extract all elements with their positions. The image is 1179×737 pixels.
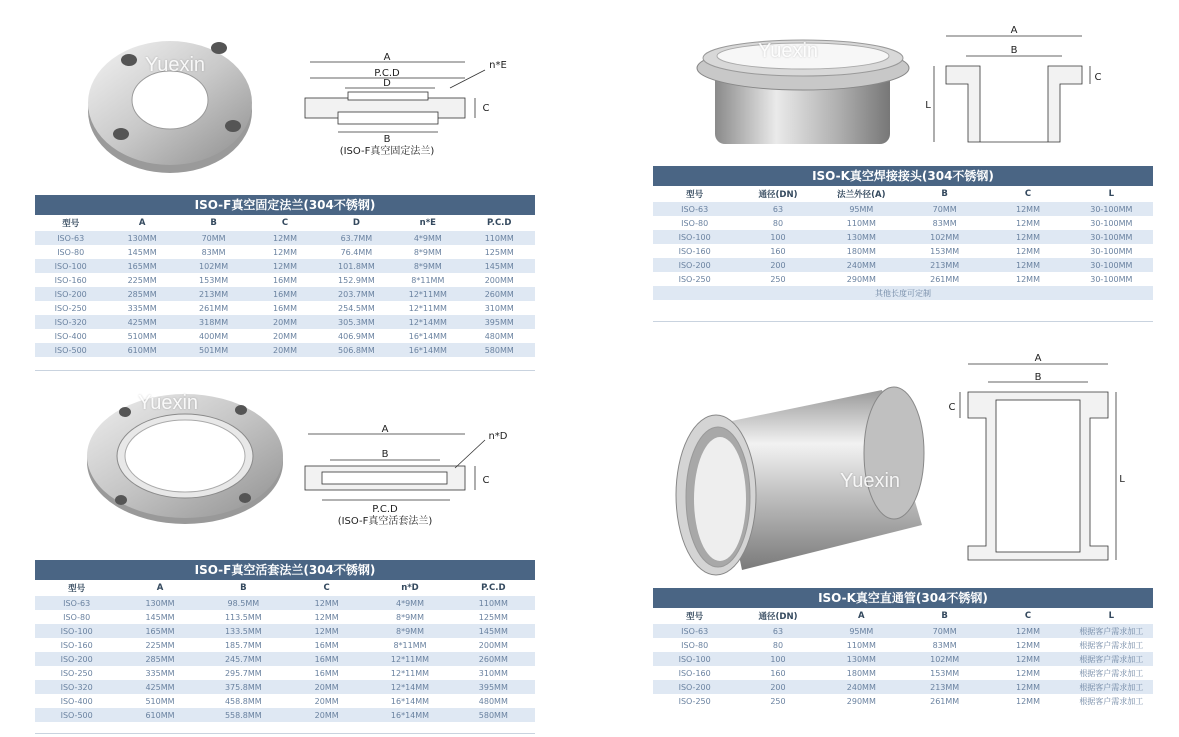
table-cell: 145MM (464, 259, 535, 273)
col-header: 通径(DN) (758, 190, 798, 200)
table-cell: 130MM (106, 231, 177, 245)
table-row (35, 652, 535, 666)
table-cell: 12MM (285, 624, 368, 638)
table-cell: 12MM (249, 231, 320, 245)
watermark-text: Yuexin (138, 392, 199, 414)
table-cell: 16*14MM (368, 708, 451, 722)
col-header: P.C.D (481, 583, 506, 593)
table-cell: 16MM (285, 652, 368, 666)
table-cell: 95MM (820, 202, 903, 216)
table-cell: 160 (770, 668, 786, 678)
table-cell: 250 (770, 696, 786, 706)
table-cell: 130MM (820, 652, 903, 666)
table-cell: 12MM (1015, 696, 1040, 706)
table-cell: 63 (736, 202, 819, 216)
col-header: C (281, 218, 289, 228)
dim-pcd-label: P.C.D (372, 504, 398, 515)
table-cell: 12MM (986, 258, 1069, 272)
section-divider (35, 733, 535, 734)
col-header: B (941, 611, 948, 621)
table-cell: 261MM (930, 696, 960, 706)
table-row (653, 258, 1153, 272)
table-cell: ISO-320 (35, 315, 106, 329)
table-row (35, 666, 535, 680)
table-cell: ISO-250 (60, 668, 93, 678)
table-cell: 240MM (820, 680, 903, 694)
table-cell: 16MM (272, 275, 297, 285)
dim-b-label: B (383, 134, 391, 145)
col-header: n*D (401, 583, 419, 593)
table-cell: 12MM (314, 612, 339, 622)
table-cell: 95MM (820, 624, 903, 638)
col-header: 型号 (686, 612, 704, 622)
section-divider (35, 370, 535, 371)
table-body (35, 231, 535, 357)
col-header: D (352, 218, 360, 228)
table-cell: 12MM (986, 230, 1069, 244)
diagram-caption: (ISO-F真空固定法兰) (339, 146, 435, 157)
table-cell: 580MM (452, 708, 535, 722)
table-cell: 130MM (118, 596, 201, 610)
table-cell: 260MM (452, 652, 535, 666)
table-cell: 261MM (199, 303, 229, 313)
table-cell: 70MM (178, 231, 249, 245)
table-header-row (653, 608, 1153, 624)
table-cell: 425MM (106, 315, 177, 329)
dim-ne-label: n*E (489, 60, 507, 71)
table-cell: 285MM (106, 287, 177, 301)
table-cell: 213MM (903, 680, 986, 694)
col-header: A (156, 583, 164, 593)
table-cell: 558.8MM (202, 708, 285, 722)
table-cell: 8*9MM (413, 247, 442, 257)
table-cell: 610MM (118, 708, 201, 722)
iso-f-loose-title: ISO-F真空活套法兰(304不锈钢) (35, 560, 535, 580)
iso-k-weld-table (653, 186, 1153, 300)
table-cell: ISO-250 (678, 696, 711, 706)
table-cell: 110MM (452, 596, 535, 610)
table-cell: 根据客户需求加工 (1070, 652, 1153, 666)
watermark-text: Yuexin (758, 40, 819, 62)
table-cell: 375.8MM (202, 680, 285, 694)
table-row (35, 680, 535, 694)
dim-c-label: C (948, 402, 956, 413)
table-cell: 根据客户需求加工 (1079, 668, 1144, 678)
table-cell: ISO-160 (678, 668, 711, 678)
table-cell: 20MM (285, 680, 368, 694)
table-cell: 305.3MM (321, 315, 392, 329)
table-header-row (35, 580, 535, 596)
table-cell: 506.8MM (321, 343, 392, 357)
table-cell: 12*11MM (390, 668, 430, 678)
table-cell: 102MM (903, 652, 986, 666)
table-cell: 102MM (903, 230, 986, 244)
table-row (653, 272, 1153, 286)
col-header: n*E (419, 218, 436, 228)
table-cell: 395MM (464, 315, 535, 329)
iso-f-fixed-title: ISO-F真空固定法兰(304不锈钢) (35, 195, 535, 215)
table-cell: ISO-63 (35, 231, 106, 245)
table-cell: 30-100MM (1090, 218, 1133, 228)
table-cell: ISO-80 (63, 612, 91, 622)
table-row (653, 666, 1153, 680)
table-cell: 480MM (484, 331, 514, 341)
col-header: A (138, 218, 146, 228)
dim-c-label: C (482, 475, 490, 486)
table-cell: 203.7MM (321, 287, 392, 301)
table-cell: 12*11MM (408, 303, 447, 313)
dim-a-label: A (383, 52, 391, 63)
table-cell: ISO-80 (681, 640, 709, 650)
table-cell: 254.5MM (338, 303, 375, 313)
table-row (653, 680, 1153, 694)
section-divider (653, 321, 1153, 322)
table-cell: ISO-500 (35, 343, 106, 357)
table-row (35, 259, 535, 273)
table-cell: 12*14MM (392, 315, 463, 329)
table-row (35, 638, 535, 652)
table-cell: 335MM (145, 668, 175, 678)
table-cell: 400MM (199, 331, 229, 341)
table-note: 其他长度可定制 (653, 286, 1153, 300)
table-cell: 165MM (106, 259, 177, 273)
table-cell: 200 (736, 258, 819, 272)
table-cell: 110MM (464, 231, 535, 245)
table-cell: 153MM (199, 275, 229, 285)
table-cell: 12MM (249, 259, 320, 273)
table-cell: 98.5MM (202, 596, 285, 610)
table-cell: 70MM (903, 624, 986, 638)
table-cell: 12MM (1015, 218, 1040, 228)
table-cell: 102MM (178, 259, 249, 273)
iso-k-weld-diagram (920, 22, 1110, 152)
table-row (35, 315, 535, 329)
table-cell: 4*9MM (368, 596, 451, 610)
table-cell: 16*14MM (392, 343, 463, 357)
col-header: 通径(DN) (758, 612, 798, 622)
table-cell: 458.8MM (224, 696, 262, 706)
dim-l-label: L (1119, 474, 1125, 485)
table-row (653, 694, 1153, 708)
iso-k-tube-title: ISO-K真空直通管(304不锈钢) (653, 588, 1153, 608)
table-cell: 8*9MM (392, 259, 463, 273)
col-header: L (1108, 189, 1115, 199)
table-cell: 153MM (930, 246, 960, 256)
table-row (35, 343, 535, 357)
table-cell: 160 (770, 246, 786, 256)
diagram-caption: (ISO-F真空活套法兰) (337, 516, 433, 527)
table-cell: 240MM (820, 258, 903, 272)
table-cell: 335MM (127, 303, 157, 313)
table-cell: 20MM (285, 708, 368, 722)
table-cell: 260MM (464, 287, 535, 301)
table-cell: 12*14MM (368, 680, 451, 694)
table-row (35, 245, 535, 259)
table-cell: 12MM (1015, 668, 1040, 678)
table-cell: 8*11MM (411, 275, 445, 285)
table-cell: 4*9MM (392, 231, 463, 245)
table-cell: ISO-250 (54, 303, 87, 313)
dim-nd-label: n*D (488, 431, 508, 442)
table-cell: 12*11MM (368, 652, 451, 666)
table-cell: ISO-200 (653, 680, 736, 694)
dim-a-label: A (1034, 353, 1042, 364)
table-cell: 510MM (127, 331, 157, 341)
table-cell: 16MM (272, 303, 297, 313)
col-header: B (210, 218, 217, 228)
table-cell: 580MM (464, 343, 535, 357)
table-cell: 310MM (484, 303, 514, 313)
col-header: C (1024, 189, 1032, 199)
table-header-row (35, 215, 535, 231)
table-cell: 16MM (249, 287, 320, 301)
table-cell: 16*14MM (408, 331, 447, 341)
table-cell: 110MM (846, 218, 876, 228)
col-header: 型号 (62, 219, 80, 229)
table-cell: ISO-400 (60, 696, 93, 706)
table-cell: 16MM (314, 668, 339, 678)
col-header: A (858, 611, 865, 621)
iso-f-fixed-photo (85, 28, 255, 178)
col-header: L (1108, 611, 1115, 621)
table-cell: 12MM (986, 680, 1069, 694)
table-cell: 152.9MM (338, 275, 375, 285)
table-cell: 30-100MM (1070, 230, 1153, 244)
table-cell: 225MM (145, 640, 175, 650)
table-cell: 16MM (314, 640, 339, 650)
iso-f-loose-table (35, 580, 535, 722)
table-cell: 501MM (178, 343, 249, 357)
table-cell: 510MM (145, 696, 175, 706)
table-cell: 12MM (986, 202, 1069, 216)
table-row (35, 610, 535, 624)
col-header: 型号 (686, 190, 704, 200)
table-cell: 83MM (932, 640, 957, 650)
table-cell: 145MM (145, 612, 175, 622)
table-row (35, 273, 535, 287)
table-cell: 12MM (1015, 246, 1040, 256)
table-row (35, 287, 535, 301)
dim-a-label: A (1010, 25, 1018, 36)
table-cell: 250 (770, 274, 786, 284)
iso-k-tube-diagram (940, 350, 1130, 570)
table-cell: ISO-100 (653, 230, 736, 244)
watermark-text: Yuexin (145, 54, 206, 76)
table-cell: 180MM (846, 246, 876, 256)
table-cell: ISO-80 (57, 247, 85, 257)
table-row (35, 596, 535, 610)
table-cell: ISO-200 (35, 287, 106, 301)
table-cell: 406.9MM (338, 331, 375, 341)
table-cell: ISO-100 (35, 624, 118, 638)
table-cell: 290MM (846, 274, 876, 284)
table-cell: 145MM (127, 247, 157, 257)
iso-k-weld-title: ISO-K真空焊接接头(304不锈钢) (653, 166, 1153, 186)
table-cell: ISO-160 (60, 640, 93, 650)
table-cell: 245.7MM (202, 652, 285, 666)
table-cell: 145MM (452, 624, 535, 638)
table-cell: 165MM (118, 624, 201, 638)
table-cell: 225MM (127, 275, 157, 285)
iso-f-loose-diagram (300, 422, 520, 532)
table-cell: ISO-200 (653, 258, 736, 272)
table-cell: 30-100MM (1090, 246, 1133, 256)
table-cell: 318MM (178, 315, 249, 329)
table-row (35, 329, 535, 343)
dim-d-label: D (383, 78, 391, 89)
iso-k-tube-table (653, 608, 1153, 708)
table-body (35, 596, 535, 722)
table-cell: 200MM (484, 275, 514, 285)
table-cell: 12MM (1015, 274, 1040, 284)
table-cell: 480MM (478, 696, 508, 706)
table-cell: ISO-250 (678, 274, 711, 284)
table-row (35, 231, 535, 245)
table-cell: 63.7MM (321, 231, 392, 245)
table-row (35, 624, 535, 638)
col-header: P.C.D (487, 218, 512, 228)
table-cell: 12MM (272, 247, 297, 257)
table-cell: 12MM (986, 652, 1069, 666)
table-cell: 100 (736, 230, 819, 244)
table-cell: 12MM (285, 596, 368, 610)
table-cell: 290MM (846, 696, 876, 706)
table-cell: 295.7MM (224, 668, 262, 678)
table-row (653, 216, 1153, 230)
table-cell: 130MM (820, 230, 903, 244)
table-cell: ISO-400 (54, 331, 87, 341)
table-cell: 根据客户需求加工 (1070, 680, 1153, 694)
dim-b-label: B (381, 449, 389, 460)
table-cell: 425MM (118, 680, 201, 694)
table-cell: 153MM (930, 668, 960, 678)
table-cell: 101.8MM (321, 259, 392, 273)
table-cell: 根据客户需求加工 (1079, 696, 1144, 706)
table-cell: 200MM (478, 640, 508, 650)
dim-pcd-label: P.C.D (374, 68, 400, 79)
col-header: B (240, 583, 247, 593)
table-cell: 8*11MM (393, 640, 427, 650)
watermark-text: Yuexin (840, 470, 901, 492)
table-note-row (653, 286, 1153, 300)
col-header: 法兰外径(A) (837, 190, 886, 200)
col-header: C (323, 583, 330, 593)
table-cell: ISO-200 (35, 652, 118, 666)
table-cell: 110MM (846, 640, 876, 650)
table-cell: 80 (772, 640, 784, 650)
table-row (653, 624, 1153, 638)
dim-b-label: B (1034, 372, 1042, 383)
table-cell: 12MM (986, 624, 1069, 638)
table-cell: 80 (772, 218, 784, 228)
table-cell: 200 (736, 680, 819, 694)
col-header: 型号 (68, 584, 86, 594)
table-cell: 261MM (930, 274, 960, 284)
table-row (653, 230, 1153, 244)
table-row (35, 708, 535, 722)
col-header: C (1024, 611, 1032, 621)
table-cell: ISO-63 (653, 202, 736, 216)
table-header-row (653, 186, 1153, 202)
table-cell: ISO-63 (653, 624, 736, 638)
table-cell: 8*9MM (395, 612, 424, 622)
table-row (653, 244, 1153, 258)
table-cell: 30-100MM (1070, 202, 1153, 216)
table-cell: 185.7MM (224, 640, 262, 650)
table-cell: 63 (736, 624, 819, 638)
table-cell: 213MM (903, 258, 986, 272)
table-cell: ISO-160 (54, 275, 87, 285)
table-cell: 285MM (118, 652, 201, 666)
col-header: B (941, 189, 948, 199)
dim-c-label: C (482, 103, 490, 114)
table-cell: 180MM (846, 668, 876, 678)
table-row (653, 638, 1153, 652)
table-cell: ISO-100 (35, 259, 106, 273)
table-cell: 20MM (249, 343, 320, 357)
table-body (653, 624, 1153, 708)
table-body (653, 202, 1153, 286)
table-cell: 根据客户需求加工 (1079, 640, 1144, 650)
table-cell: 根据客户需求加工 (1070, 624, 1153, 638)
table-cell: 12MM (1015, 640, 1040, 650)
dim-c-label: C (1094, 72, 1102, 83)
table-cell: 12*11MM (392, 287, 463, 301)
table-cell: ISO-500 (35, 708, 118, 722)
table-cell: 125MM (478, 612, 508, 622)
table-row (653, 202, 1153, 216)
table-cell: 76.4MM (340, 247, 373, 257)
dim-l-label: L (925, 100, 931, 111)
table-cell: ISO-80 (681, 218, 709, 228)
dim-b-label: B (1010, 45, 1018, 56)
table-cell: 30-100MM (1070, 258, 1153, 272)
table-cell: 16*14MM (390, 696, 430, 706)
table-cell: ISO-63 (35, 596, 118, 610)
table-cell: 8*9MM (368, 624, 451, 638)
table-cell: 125MM (484, 247, 514, 257)
table-cell: 70MM (903, 202, 986, 216)
table-cell: 310MM (478, 668, 508, 678)
table-cell: ISO-160 (678, 246, 711, 256)
table-cell: ISO-100 (653, 652, 736, 666)
table-cell: 395MM (452, 680, 535, 694)
table-cell: 113.5MM (224, 612, 262, 622)
table-row (653, 652, 1153, 666)
table-row (35, 301, 535, 315)
table-cell: 213MM (178, 287, 249, 301)
table-cell: 20MM (249, 315, 320, 329)
table-cell: 133.5MM (202, 624, 285, 638)
table-cell: 610MM (106, 343, 177, 357)
iso-f-fixed-diagram (300, 50, 520, 160)
table-cell: 20MM (272, 331, 297, 341)
iso-f-fixed-table (35, 215, 535, 357)
table-cell: 83MM (932, 218, 957, 228)
table-cell: 83MM (201, 247, 226, 257)
table-cell: 30-100MM (1090, 274, 1133, 284)
table-cell: 100 (736, 652, 819, 666)
dim-a-label: A (381, 424, 389, 435)
table-cell: ISO-320 (35, 680, 118, 694)
table-row (35, 694, 535, 708)
table-cell: 20MM (314, 696, 339, 706)
